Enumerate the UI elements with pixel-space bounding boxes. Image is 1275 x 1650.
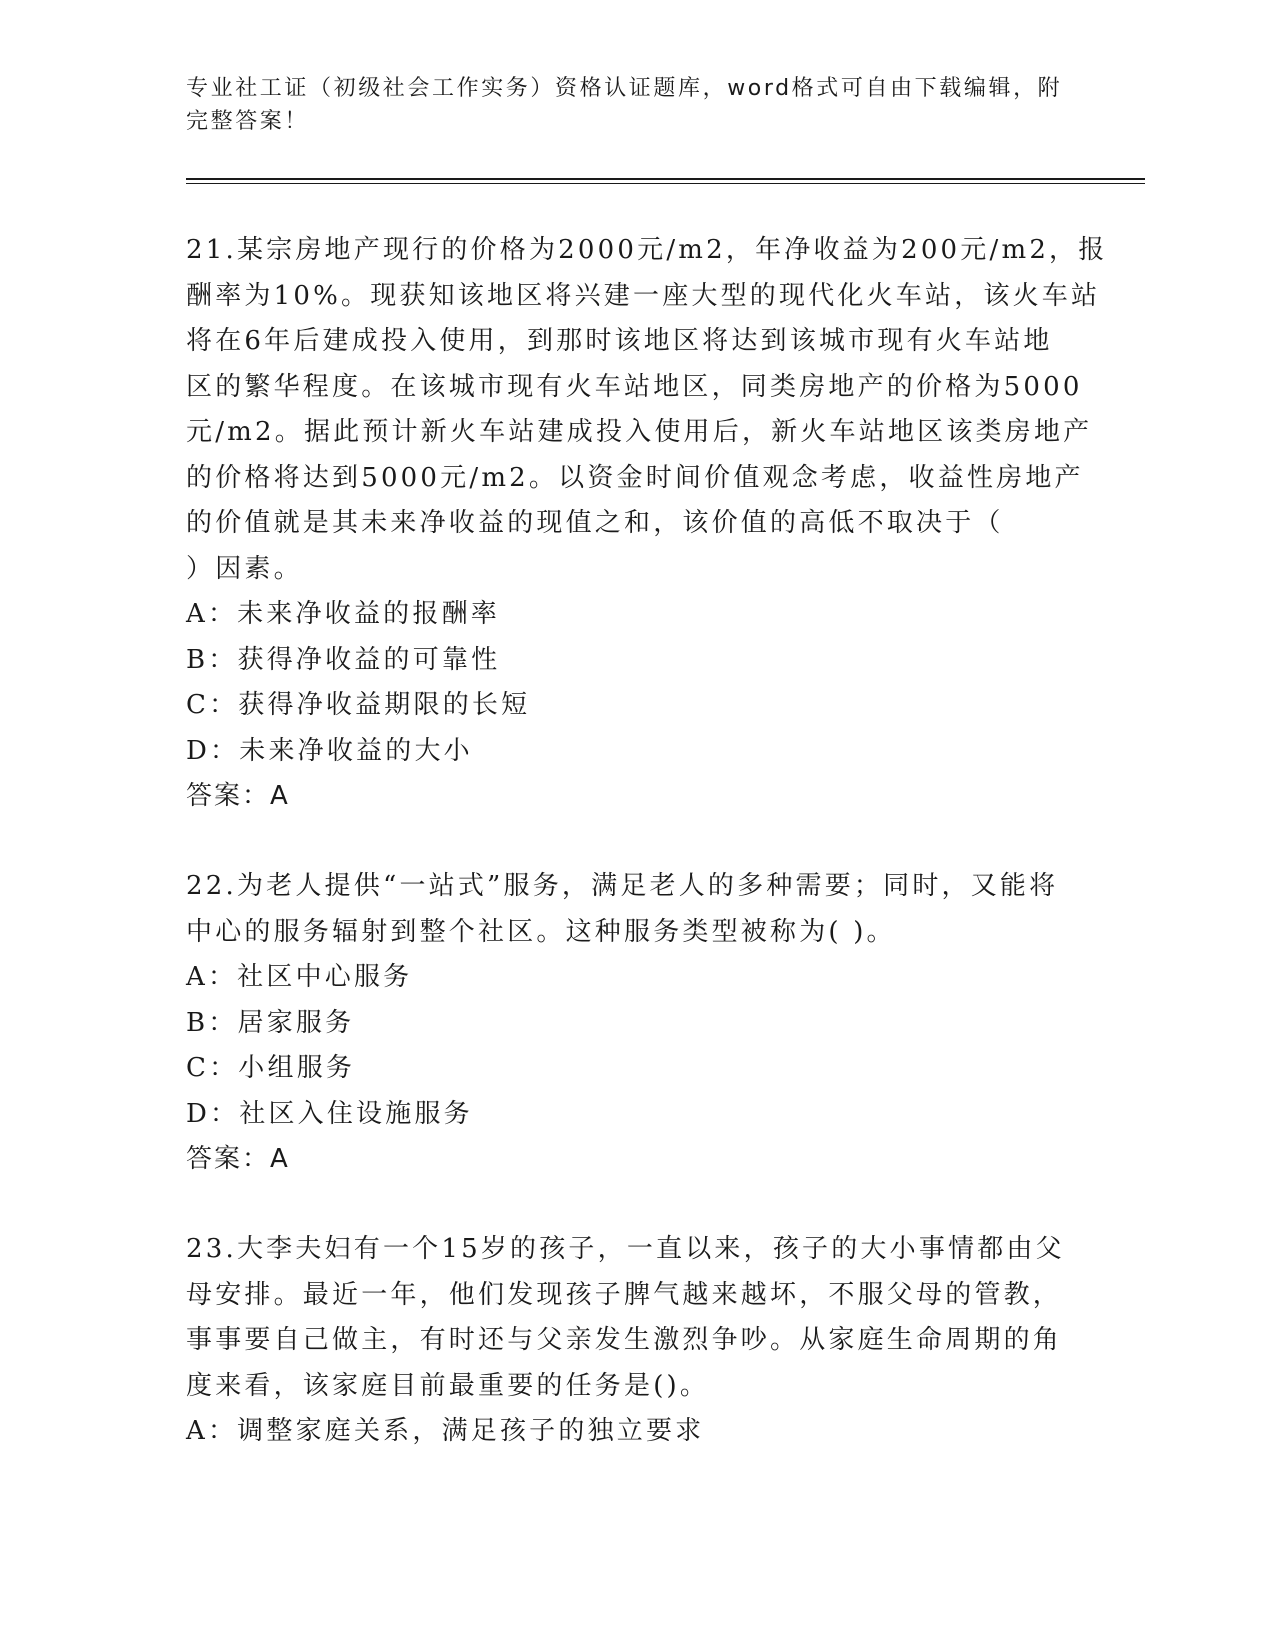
stem-line: 度来看，该家庭目前最重要的任务是()。 xyxy=(186,1370,710,1401)
stem-line: 将在6年后建成投入使用，到那时该地区将达到该城市现有火车站地 xyxy=(186,326,1053,356)
question-21 xyxy=(186,228,1108,820)
stem-line: 区的繁华程度。在该城市现有火车站地区，同类房地产的价格为5000 xyxy=(186,371,1083,402)
option-a: A：调整家庭关系，满足孩子的独立要求 xyxy=(186,1416,705,1446)
answer: 答案：A xyxy=(186,1144,290,1174)
stem-line: 的价格将达到5000元/m2。以资金时间价值观念考虑，收益性房地产 xyxy=(186,462,1084,493)
stem-line: 母安排。最近一年，他们发现孩子脾气越来越坏，不服父母的管教， xyxy=(186,1279,1063,1310)
header-rule-thin xyxy=(186,183,1145,184)
option-d: D：社区入住设施服务 xyxy=(186,1098,473,1129)
stem-line: 23.大李夫妇有一个15岁的孩子，一直以来，孩子的大小事情都由父 xyxy=(186,1234,1065,1264)
answer: 答案：A xyxy=(186,781,290,811)
stem-line: 元/m2。据此预计新火车站建成投入使用后，新火车站地区该类房地产 xyxy=(186,417,1093,447)
question-stem xyxy=(186,228,1108,592)
stem-line: 事事要自己做主，有时还与父亲发生激烈争吵。从家庭生命周期的角 xyxy=(186,1325,1063,1355)
option-a: A：未来净收益的报酬率 xyxy=(186,599,500,629)
document-header xyxy=(186,72,1066,138)
header-line-1: 专业社工证（初级社会工作实务）资格认证题库，word格式可自由下载编辑，附 xyxy=(186,76,1063,101)
option-b: B：居家服务 xyxy=(186,1007,355,1038)
header-rule-thick xyxy=(186,178,1145,180)
option-d: D：未来净收益的大小 xyxy=(186,735,473,766)
header-line-2: 完整答案！ xyxy=(186,109,310,134)
question-stem xyxy=(186,1227,1086,1409)
stem-line: ）因素。 xyxy=(186,553,303,584)
stem-line: 21.某宗房地产现行的价格为2000元/m2，年净收益为200元/m2，报 xyxy=(186,235,1108,265)
option-a: A：社区中心服务 xyxy=(186,962,413,992)
question-23 xyxy=(186,1227,1086,1455)
option-c: C：小组服务 xyxy=(186,1053,356,1083)
question-22 xyxy=(186,864,1086,1183)
option-c: C：获得净收益期限的长短 xyxy=(186,690,531,720)
stem-line: 酬率为10%。现获知该地区将兴建一座大型的现代化火车站，该火车站 xyxy=(186,280,1101,311)
stem-line: 22.为老人提供“一站式”服务，满足老人的多种需要；同时，又能将 xyxy=(186,871,1059,901)
stem-line: 的价值就是其未来净收益的现值之和，该价值的高低不取决于（ xyxy=(186,508,1004,538)
option-b: B：获得净收益的可靠性 xyxy=(186,644,501,675)
stem-line: 中心的服务辐射到整个社区。这种服务类型被称为( )。 xyxy=(186,916,896,947)
question-stem xyxy=(186,864,1086,955)
